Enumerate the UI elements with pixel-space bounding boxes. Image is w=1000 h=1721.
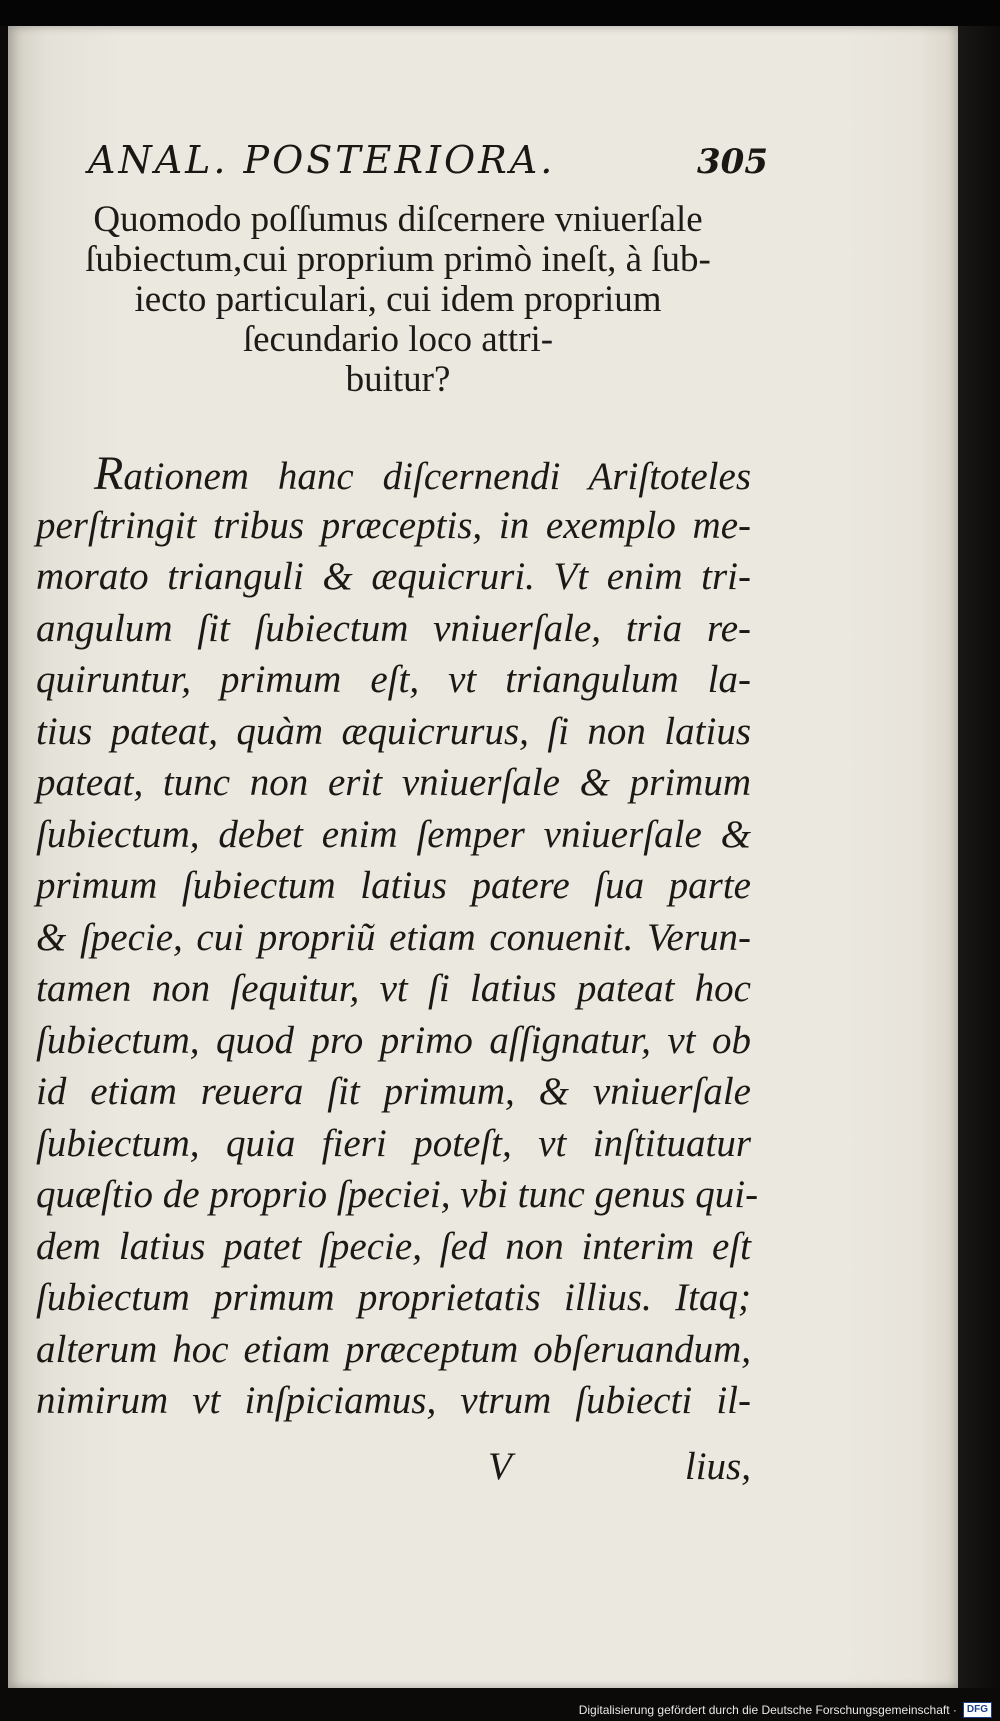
text-line: Rationem hanc diſcernendi Ariſtoteles bbox=[94, 447, 751, 500]
section-heading bbox=[28, 200, 768, 400]
running-title: ANAL. POSTERIORA. bbox=[88, 138, 556, 182]
text-line: dem latius patet ſpecie, ſed non interim eſt bbox=[36, 1224, 751, 1268]
catchword: lius, bbox=[684, 1445, 751, 1488]
text-line: & ſpecie, cui propriũ etiam conuenit. Verun- bbox=[36, 915, 751, 959]
running-head bbox=[88, 138, 768, 188]
heading-line: Quomodo poſſumus diſcernere vniuerſale bbox=[93, 199, 703, 240]
scan-top-edge bbox=[0, 0, 1000, 26]
digitization-credit bbox=[0, 1698, 1000, 1721]
text-line: tamen non ſequitur, vt ſi latius pateat hoc bbox=[36, 967, 751, 1010]
heading-line: ſubiectum,cui proprium primò ineſt, à ſub- bbox=[85, 239, 711, 280]
text-line: id etiam reuera ſit primum, & vniuerſale bbox=[36, 1070, 751, 1113]
scan-right-edge bbox=[958, 26, 1000, 1688]
credit-text: Digitalisierung gefördert durch die Deutsche Forschungsgemeinschaft · bbox=[578, 1702, 957, 1717]
dfg-logo: DFG bbox=[963, 1702, 992, 1718]
text-line: morato trianguli & æquicruri. Vt enim tri- bbox=[36, 555, 751, 598]
text-line: tius pateat, quàm æquicrurus, ſi non latius bbox=[36, 709, 751, 753]
text-line: perſtringit tribus præceptis, in exemplo me- bbox=[36, 503, 751, 547]
text-line: angulum ſit ſubiectum vniuerſale, tria re- bbox=[36, 606, 751, 650]
body-paragraph bbox=[36, 447, 759, 1427]
signature-mark: V bbox=[488, 1445, 512, 1488]
text-line: quæſtio de proprio ſpeciei, vbi tunc genus qui- bbox=[36, 1173, 759, 1216]
text-line: ſubiectum, quod pro primo aſſignatur, vt ob bbox=[36, 1018, 751, 1062]
text-line: ſubiectum, quia fieri poteſt, vt inſtituatur bbox=[36, 1121, 751, 1165]
heading-line: buitur? bbox=[345, 359, 451, 400]
text-line: nimirum vt inſpiciamus, vtrum ſubiecti il- bbox=[36, 1379, 751, 1422]
text-line: quiruntur, primum eſt, vt triangulum la- bbox=[36, 658, 751, 701]
text-line: ſubiectum primum proprietatis illius. Itaq; bbox=[36, 1276, 751, 1319]
text-line: pateat, tunc non erit vniuerſale & primum bbox=[36, 761, 751, 804]
text-line: ſubiectum, debet enim ſemper vniuerſale & bbox=[36, 812, 751, 856]
heading-line: iecto particulari, cui idem proprium bbox=[134, 279, 662, 320]
text-line: alterum hoc etiam præceptum obſeruandum, bbox=[36, 1327, 751, 1371]
page-footer bbox=[36, 1444, 751, 1494]
page-number: 305 bbox=[697, 142, 768, 182]
text-line: primum ſubiectum latius patere ſua parte bbox=[36, 864, 751, 907]
heading-line: ſecundario loco attri- bbox=[242, 319, 554, 360]
initial-letter: R bbox=[94, 447, 124, 500]
